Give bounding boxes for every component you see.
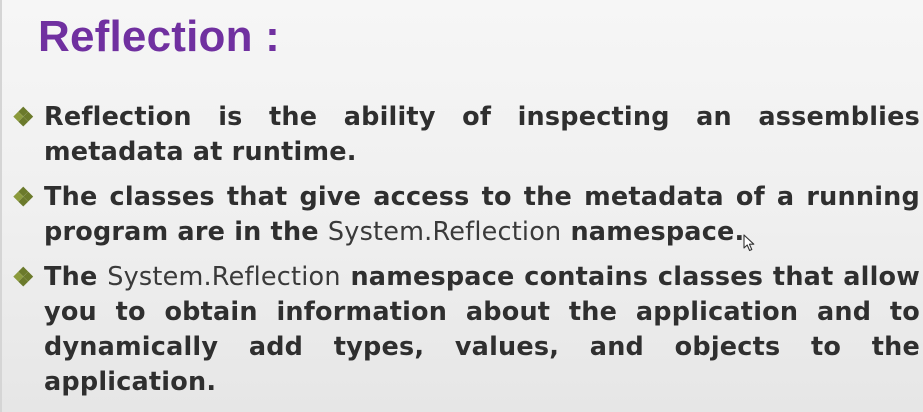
bullet-text-segment: The classes that give access to the metadata of a running program are in the xyxy=(44,182,920,247)
mouse-pointer-icon xyxy=(743,234,757,252)
bullet-item xyxy=(10,180,920,250)
slide-title: Reflection : xyxy=(38,12,280,61)
bullet-item xyxy=(10,260,920,400)
bullet-text xyxy=(44,260,920,400)
bullet-text-segment: namespace contains classes that allow you to obtain information about the application and to dynamically add types, values, and objects to the application. xyxy=(44,262,920,397)
code-namespace-text: System.Reflection xyxy=(107,262,341,292)
bullet-text xyxy=(44,180,920,250)
bullet-list xyxy=(10,100,920,410)
bullet-text-segment: namespace. xyxy=(561,217,745,247)
bullet-item xyxy=(10,100,920,170)
bullet-text-segment: Reflection is the ability of inspecting an assemblies metadata at runtime. xyxy=(44,102,920,167)
bullet-text xyxy=(44,100,920,170)
diamond-bullet-icon xyxy=(14,187,32,205)
diamond-bullet-icon xyxy=(14,107,32,125)
slide-left-edge xyxy=(0,0,2,412)
diamond-bullet-icon xyxy=(14,267,32,285)
bullet-text-segment: The xyxy=(44,262,108,292)
code-namespace-text: System.Reflection xyxy=(327,217,562,247)
